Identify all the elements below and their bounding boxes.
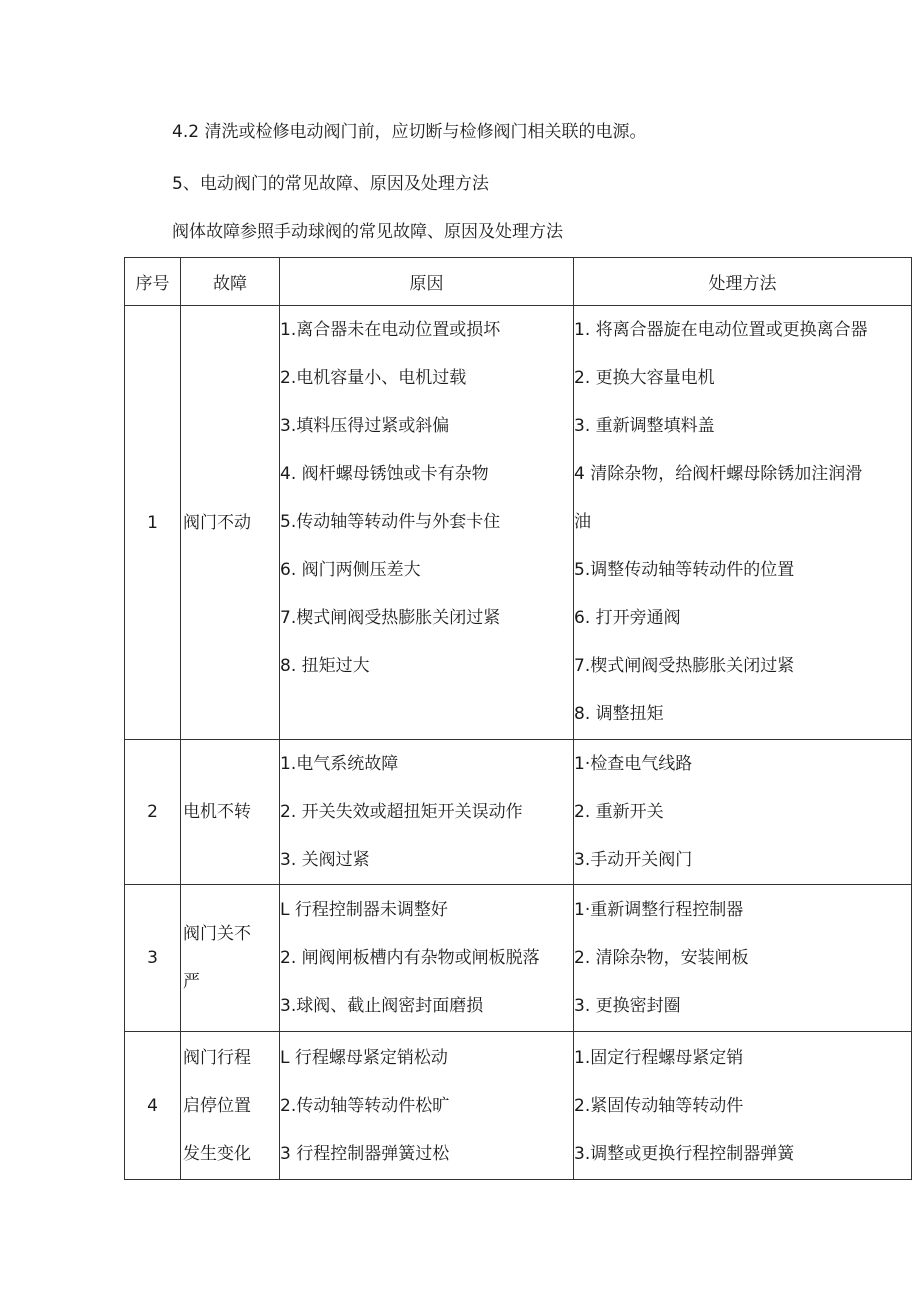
- cause-line: 8. 扭矩过大: [280, 656, 370, 676]
- solution-line: 7.楔式闸阀受热膨胀关闭过紧: [574, 656, 795, 676]
- cause-line: 2. 闸阀闸板槽内有杂物或闸板脱落: [280, 948, 540, 968]
- solution-line: 1·重新调整行程控制器: [574, 900, 744, 920]
- row-number: 4: [125, 1032, 181, 1180]
- cause-line: 3. 关阀过紧: [280, 850, 370, 870]
- cause-line: 5.传动轴等转动件与外套卡住: [280, 512, 501, 532]
- solution-line: 4 清除杂物，给阀杆螺母除锈加注润滑: [574, 464, 863, 484]
- fault-line: 启停位置: [183, 1095, 251, 1116]
- fault-line: 电机不转: [183, 802, 251, 822]
- fault-cell: [181, 885, 280, 1032]
- cause-line: 6. 阀门两侧压差大: [280, 560, 421, 580]
- fault-cell: [181, 1032, 280, 1180]
- solution-line: 6. 打开旁通阀: [574, 608, 681, 628]
- solution-line: 3.手动开关阀门: [574, 850, 693, 870]
- cause-line: L 行程螺母紧定销松动: [280, 1047, 448, 1068]
- solution-line: 8. 调整扭矩: [574, 704, 664, 724]
- solution-line: 3. 重新调整填料盖: [574, 416, 715, 436]
- solution-cell: [574, 740, 912, 885]
- cause-line: 4. 阀杆螺母锈蚀或卡有杂物: [280, 464, 489, 484]
- solution-line: 2. 更换大容量电机: [574, 368, 715, 388]
- fault-line: 阀门关不: [183, 924, 251, 944]
- header-no: 序号: [125, 258, 181, 306]
- solution-line: 1.固定行程螺母紧定销: [574, 1047, 744, 1068]
- cause-line: 2.电机容量小、电机过载: [280, 368, 467, 388]
- row-number: 2: [125, 740, 181, 885]
- table-row: [125, 885, 912, 1032]
- table-row: [125, 1032, 912, 1180]
- section-5-heading: 5、电动阀门的常见故障、原因及处理方法: [172, 174, 489, 194]
- row-number: 3: [125, 885, 181, 1032]
- table-header-row: [125, 258, 912, 306]
- fault-line: 严: [183, 972, 200, 992]
- cause-line: 3 行程控制器弹簧过松: [280, 1143, 450, 1164]
- table-row: [125, 740, 912, 885]
- solution-line: 2. 重新开关: [574, 802, 664, 822]
- fault-line: 阀门行程: [183, 1047, 251, 1068]
- fault-cell: [181, 306, 280, 740]
- cause-line: 1.电气系统故障: [280, 754, 399, 774]
- cause-line: 7.楔式闸阀受热膨胀关闭过紧: [280, 608, 501, 628]
- cause-line: 1.离合器未在电动位置或损坏: [280, 320, 501, 340]
- header-solution: 处理方法: [574, 258, 912, 306]
- cause-cell: [280, 740, 574, 885]
- fault-cell: [181, 740, 280, 885]
- cause-line: 2.传动轴等转动件松旷: [280, 1095, 450, 1116]
- solution-line: 1. 将离合器旋在电动位置或更换离合器: [574, 320, 868, 340]
- cause-line: L 行程控制器未调整好: [280, 900, 448, 920]
- cause-cell: [280, 1032, 574, 1180]
- solution-line: 3.调整或更换行程控制器弹簧: [574, 1143, 795, 1164]
- section-4-2-paragraph: 4.2 清洗或检修电动阀门前，应切断与检修阀门相关联的电源。: [172, 122, 647, 142]
- solution-line: 5.调整传动轴等转动件的位置: [574, 560, 795, 580]
- solution-cell: [574, 306, 912, 740]
- solution-cell: [574, 885, 912, 1032]
- cause-line: 3.球阀、截止阀密封面磨损: [280, 996, 484, 1016]
- cause-cell: [280, 885, 574, 1032]
- cause-line: 2. 开关失效或超扭矩开关误动作: [280, 802, 523, 822]
- solution-line: 2.紧固传动轴等转动件: [574, 1095, 744, 1116]
- row-number: 1: [125, 306, 181, 740]
- solution-cell: [574, 1032, 912, 1180]
- solution-line: 3. 更换密封圈: [574, 996, 681, 1016]
- cause-cell: [280, 306, 574, 740]
- table-intro-paragraph: 阀体故障参照手动球阀的常见故障、原因及处理方法: [172, 222, 563, 242]
- solution-line: 油: [574, 512, 591, 532]
- fault-line: 阀门不动: [183, 512, 251, 533]
- header-cause: 原因: [280, 258, 574, 306]
- header-fault: 故障: [181, 258, 280, 306]
- fault-table: [124, 257, 912, 1180]
- solution-line: 2. 清除杂物，安装闸板: [574, 948, 749, 968]
- table-row: [125, 306, 912, 740]
- solution-line: 1·检查电气线路: [574, 754, 693, 774]
- cause-line: 3.填料压得过紧或斜偏: [280, 416, 450, 436]
- fault-line: 发生变化: [183, 1143, 251, 1164]
